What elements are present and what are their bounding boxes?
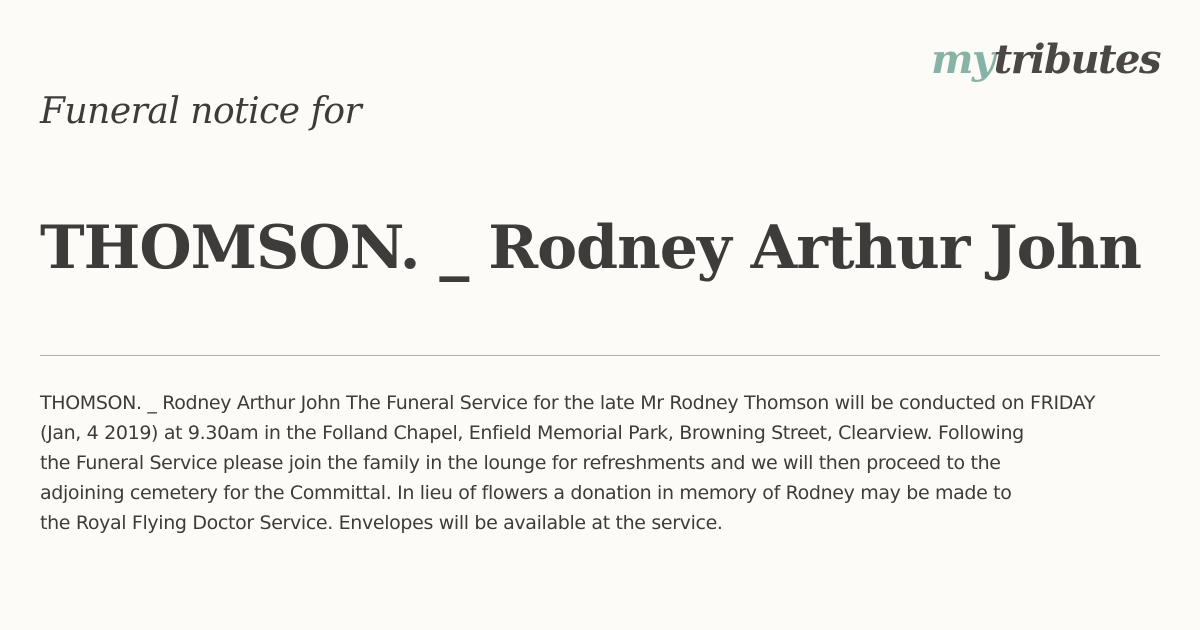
notice-body-line: adjoining cemetery for the Committal. In lieu of flowers a donation in memory of Rodney may be made to xyxy=(40,482,1012,504)
notice-body-line: THOMSON. _ Rodney Arthur John The Funeral Service for the late Mr Rodney Thomson will be conducted on FRIDAY xyxy=(40,392,1096,414)
mytributes-logo[interactable] xyxy=(931,36,1160,84)
divider xyxy=(40,355,1160,356)
notice-heading: Funeral notice for xyxy=(40,91,362,132)
deceased-name: THOMSON. _ Rodney Arthur John xyxy=(40,213,1141,283)
logo-prefix: my xyxy=(931,36,994,83)
notice-body xyxy=(40,388,1180,538)
notice-body-line: the Funeral Service please join the family in the lounge for refreshments and we will then proceed to the xyxy=(40,452,1001,474)
logo-suffix: tributes xyxy=(993,36,1160,83)
notice-body-line: (Jan, 4 2019) at 9.30am in the Folland Chapel, Enfield Memorial Park, Browning Street, Clearview. Following xyxy=(40,422,1024,444)
notice-body-line: the Royal Flying Doctor Service. Envelopes will be available at the service. xyxy=(40,512,723,534)
